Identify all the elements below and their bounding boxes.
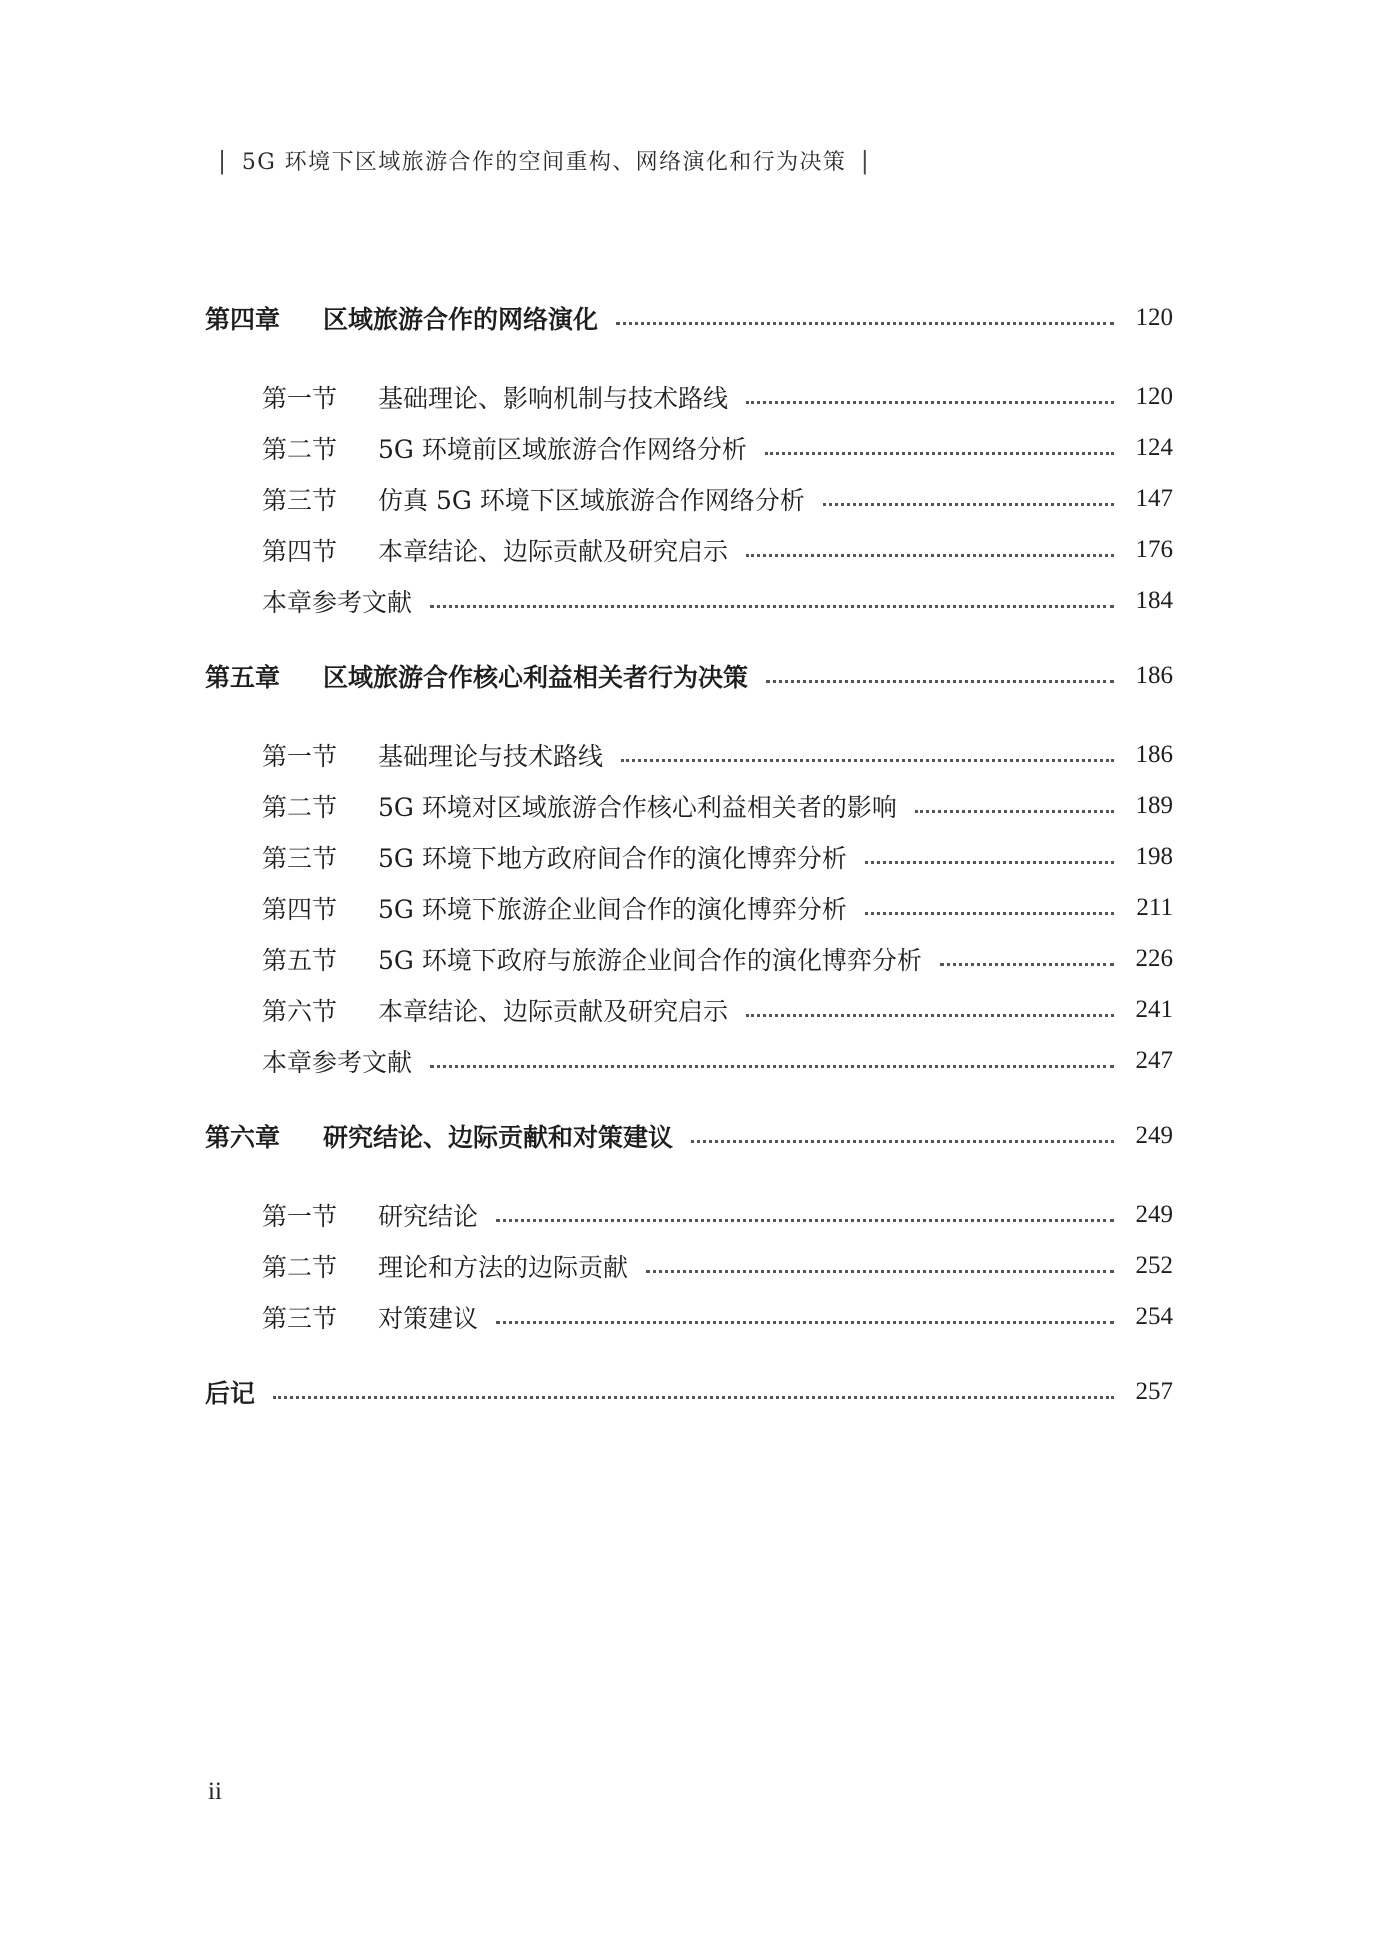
dot-leader [865, 912, 1114, 915]
toc-entry-page: 257 [1135, 1378, 1173, 1405]
toc-entry-page: 147 [1135, 485, 1173, 512]
dot-leader [865, 861, 1114, 864]
toc-section-5-references[interactable] [262, 1043, 1173, 1079]
toc-entry-page: 124 [1135, 434, 1173, 461]
dot-leader [746, 401, 1114, 404]
toc-section-5-3[interactable] [262, 839, 1173, 875]
dot-leader [765, 452, 1114, 455]
toc-section-6-1[interactable] [262, 1197, 1173, 1233]
dot-leader [746, 1014, 1114, 1017]
dot-leader [746, 554, 1114, 557]
toc-section-4-4[interactable] [262, 532, 1173, 568]
toc-section-4-1[interactable] [262, 379, 1173, 415]
toc-entry-title: 研究结论、边际贡献和对策建议 [323, 1123, 674, 1152]
toc-entry-page: 186 [1135, 741, 1173, 768]
toc-entry-page: 184 [1135, 587, 1173, 614]
toc-entry-page: 249 [1135, 1122, 1173, 1149]
dot-leader [496, 1219, 1114, 1222]
toc-entry-number: 第五章 [205, 663, 281, 692]
toc-entry-page: 120 [1135, 383, 1173, 410]
toc-entry-title: 理论和方法的边际贡献 [378, 1253, 629, 1282]
dot-leader [496, 1321, 1114, 1324]
dot-leader [766, 680, 1114, 683]
dot-leader [915, 810, 1114, 813]
toc-entry-number: 第一节 [262, 384, 338, 413]
toc-entry-page: 252 [1135, 1252, 1173, 1279]
toc-entry-number: 第一节 [262, 742, 338, 771]
toc-entry-title: 本章参考文献 [262, 1048, 413, 1077]
toc-section-6-2[interactable] [262, 1248, 1173, 1284]
page-folio: ii [208, 1778, 222, 1805]
toc-entry-title: 本章结论、边际贡献及研究启示 [378, 997, 729, 1026]
dot-leader [621, 759, 1114, 762]
toc-entry-page: 198 [1135, 843, 1173, 870]
toc-entry-page: 211 [1136, 894, 1173, 921]
toc-entry-title: 研究结论 [378, 1202, 479, 1231]
toc-entry-title: 后记 [205, 1379, 256, 1408]
toc-section-4-references[interactable] [262, 583, 1173, 619]
toc-entry-title: 仿真 5G 环境下区域旅游合作网络分析 [378, 486, 805, 515]
toc-entry-number: 第五节 [262, 946, 338, 975]
dot-leader [616, 322, 1114, 325]
toc-entry-title: 本章参考文献 [262, 588, 413, 617]
dot-leader [646, 1270, 1114, 1273]
dot-leader [430, 605, 1114, 608]
toc-section-6-3[interactable] [262, 1299, 1173, 1335]
toc-entry-page: 247 [1135, 1047, 1173, 1074]
toc-entry-title: 5G 环境下政府与旅游企业间合作的演化博弈分析 [378, 946, 922, 975]
toc-entry-page: 254 [1135, 1303, 1173, 1330]
toc-entry-page: 120 [1135, 304, 1173, 331]
dot-leader [823, 503, 1114, 506]
toc-entry-number: 第六章 [205, 1123, 281, 1152]
toc-entry-number: 第六节 [262, 997, 338, 1026]
toc-chapter-5[interactable] [205, 658, 1173, 694]
dot-leader [430, 1065, 1114, 1068]
toc-entry-number: 第四节 [262, 537, 338, 566]
toc-entry-number: 第一节 [262, 1202, 338, 1231]
toc-entry-number: 第二节 [262, 1253, 338, 1282]
toc-entry-title: 本章结论、边际贡献及研究启示 [378, 537, 729, 566]
toc-chapter-4[interactable] [205, 300, 1173, 336]
dot-leader [691, 1140, 1114, 1143]
toc-entry-number: 第三节 [262, 486, 338, 515]
toc-section-5-4[interactable] [262, 890, 1173, 926]
toc-section-4-3[interactable] [262, 481, 1173, 517]
dot-leader [940, 963, 1114, 966]
toc-entry-title: 对策建议 [378, 1304, 479, 1333]
toc-entry-number: 第三节 [262, 1304, 338, 1333]
running-header [212, 145, 876, 176]
toc-entry-number: 第二节 [262, 435, 338, 464]
toc-section-5-6[interactable] [262, 992, 1173, 1028]
toc-entry-title: 5G 环境下地方政府间合作的演化博弈分析 [378, 844, 847, 873]
toc-section-4-2[interactable] [262, 430, 1173, 466]
toc-entry-title: 基础理论、影响机制与技术路线 [378, 384, 729, 413]
toc-entry-number: 第四章 [205, 305, 281, 334]
toc-entry-page: 241 [1135, 996, 1173, 1023]
toc-entry-number: 第三节 [262, 844, 338, 873]
toc-entry-number: 第二节 [262, 793, 338, 822]
running-header-title: 5G 环境下区域旅游合作的空间重构、网络演化和行为决策 [241, 150, 847, 175]
dot-leader [273, 1396, 1114, 1399]
toc-section-5-1[interactable] [262, 737, 1173, 773]
toc-afterword[interactable] [205, 1374, 1173, 1410]
toc-entry-page: 249 [1135, 1201, 1173, 1228]
toc-entry-page: 189 [1135, 792, 1173, 819]
toc-entry-page: 186 [1135, 662, 1173, 689]
toc-chapter-6[interactable] [205, 1118, 1173, 1154]
toc-entry-title: 5G 环境对区域旅游合作核心利益相关者的影响 [378, 793, 897, 822]
header-bar-left: | [218, 147, 228, 175]
header-bar-right: | [860, 147, 871, 175]
toc-entry-title: 区域旅游合作核心利益相关者行为决策 [323, 663, 749, 692]
toc-section-5-2[interactable] [262, 788, 1173, 824]
toc-entry-page: 176 [1135, 536, 1173, 563]
toc-entry-title: 5G 环境前区域旅游合作网络分析 [378, 435, 747, 464]
toc-entry-number: 第四节 [262, 895, 338, 924]
toc-section-5-5[interactable] [262, 941, 1173, 977]
toc-entry-title: 基础理论与技术路线 [378, 742, 604, 771]
toc-entry-page: 226 [1135, 945, 1173, 972]
toc-entry-title: 5G 环境下旅游企业间合作的演化博弈分析 [378, 895, 847, 924]
toc-entry-title: 区域旅游合作的网络演化 [323, 305, 599, 334]
